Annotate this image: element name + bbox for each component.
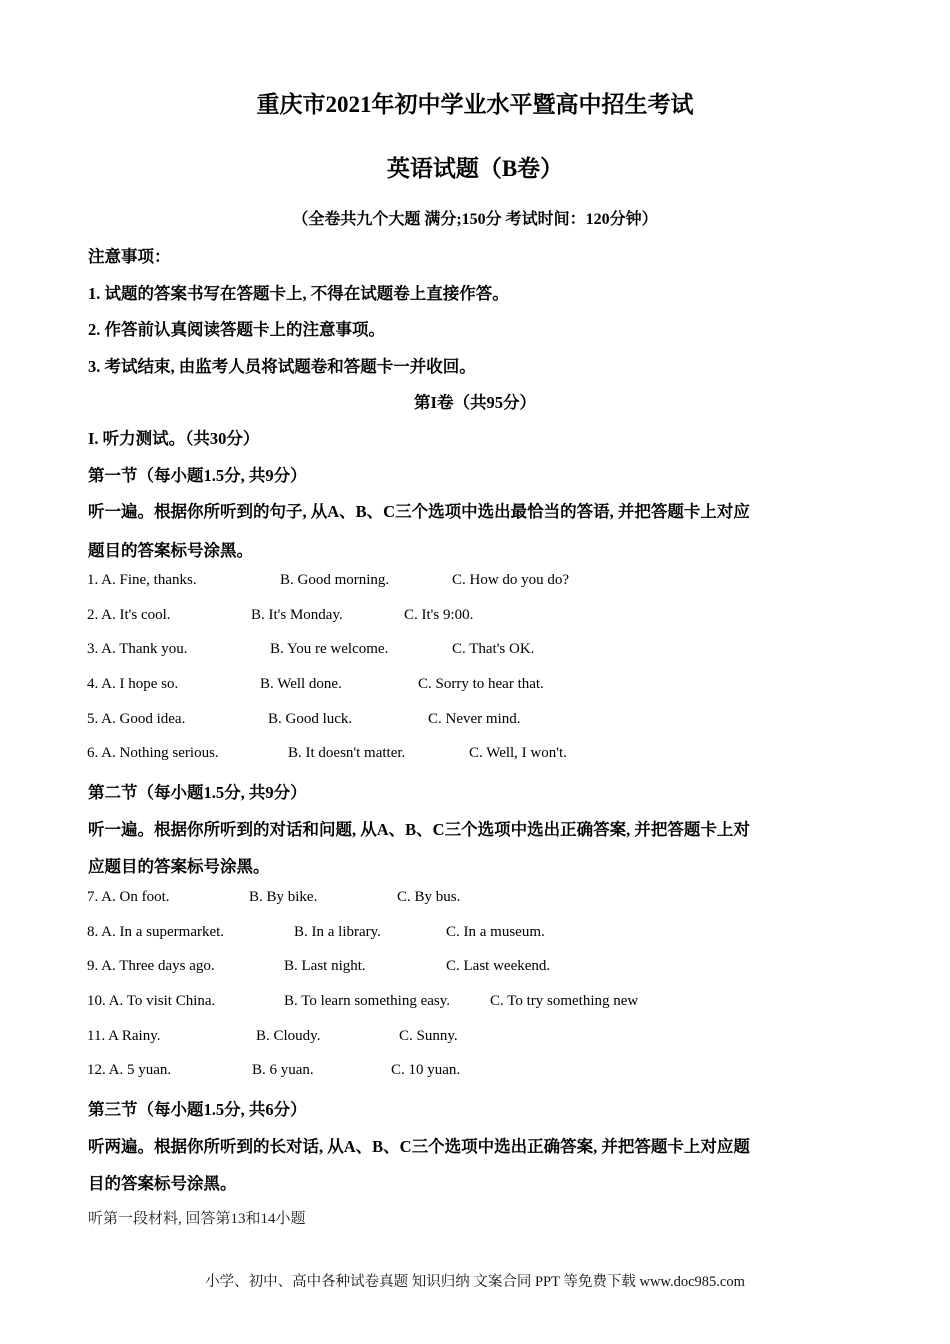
exam-title: 重庆市2021年初中学业水平暨高中招生考试 [256,92,694,117]
option-a: 2. A. It's cool. [87,607,171,623]
section-instruction: 目的答案标号涂黑。 [88,1174,237,1193]
page-footer[interactable]: 小学、初中、高中各种试卷真题 知识归纳 文案合同 PPT 等免费下载 www.doc985.com [205,1274,745,1290]
option-b: B. To learn something easy. [284,993,451,1009]
option-c: C. To try something new [490,993,639,1009]
option-a: 8. A. In a supermarket. [87,924,225,940]
option-a: 6. A. Nothing serious. [87,745,219,761]
option-b: B. Well done. [260,676,342,692]
option-a: 5. A. Good idea. [87,711,186,727]
option-c: C. 10 yuan. [391,1062,461,1078]
notice-item: 3. 考试结束, 由监考人员将试题卷和答题卡一并收回。 [88,357,476,376]
section-heading: 第一节（每小题1.5分, 共9分） [88,466,307,485]
option-b: B. It's Monday. [251,607,343,623]
part-heading: I. 听力测试。（共30分） [88,429,260,448]
option-a: 11. A Rainy. [87,1028,161,1044]
option-b: B. Last night. [284,958,366,974]
section-instruction: 听两遍。根据你所听到的长对话, 从A、B、C三个选项中选出正确答案, 并把答题卡上对应题 [88,1137,750,1156]
option-c: C. How do you do? [452,572,570,588]
exam-subtitle: 英语试题（B卷） [386,156,564,181]
option-b: B. By bike. [249,889,318,905]
option-c: C. It's 9:00. [404,607,474,623]
option-a: 7. A. On foot. [87,889,170,905]
option-b: B. In a library. [294,924,381,940]
section-instruction: 听一遍。根据你所听到的句子, 从A、B、C三个选项中选出最恰当的答语, 并把答题卡上对应 [88,502,750,521]
option-c: C. That's OK. [452,641,535,657]
option-b: B. Good morning. [280,572,390,588]
option-c: C. In a museum. [446,924,545,940]
notice-item: 1. 试题的答案书写在答题卡上, 不得在试题卷上直接作答。 [88,284,509,303]
option-a: 1. A. Fine, thanks. [87,572,197,588]
option-c: C. Sorry to hear that. [418,676,544,692]
option-b: B. Cloudy. [256,1028,321,1044]
section-instruction: 应题目的答案标号涂黑。 [88,857,270,876]
notice-heading: 注意事项： [88,247,171,266]
option-a: 4. A. I hope so. [87,676,179,692]
option-b: B. It doesn't matter. [288,745,406,761]
option-b: B. You re welcome. [270,641,389,657]
notice-item: 2. 作答前认真阅读答题卡上的注意事项。 [88,320,385,339]
option-b: B. 6 yuan. [252,1062,314,1078]
option-c: C. Sunny. [399,1028,458,1044]
option-a: 3. A. Thank you. [87,641,188,657]
section-heading: 第二节（每小题1.5分, 共9分） [88,783,307,802]
option-c: C. Last weekend. [446,958,551,974]
option-c: C. By bus. [397,889,461,905]
passage-note: 听第一段材料, 回答第13和14小题 [88,1211,306,1227]
option-a: 12. A. 5 yuan. [87,1062,172,1078]
option-c: C. Well, I won't. [469,745,567,761]
exam-info: （全卷共九个大题 满分;150分 考试时间：120分钟） [292,211,658,228]
section-instruction: 听一遍。根据你所听到的对话和问题, 从A、B、C三个选项中选出正确答案, 并把答题卡上对 [88,820,750,839]
option-b: B. Good luck. [268,711,353,727]
section-heading: 第三节（每小题1.5分, 共6分） [88,1100,307,1119]
volume-heading: 第I卷（共95分） [414,393,536,412]
section-instruction: 题目的答案标号涂黑。 [88,541,253,560]
option-a: 9. A. Three days ago. [87,958,215,974]
option-a: 10. A. To visit China. [87,993,216,1009]
option-c: C. Never mind. [428,711,521,727]
